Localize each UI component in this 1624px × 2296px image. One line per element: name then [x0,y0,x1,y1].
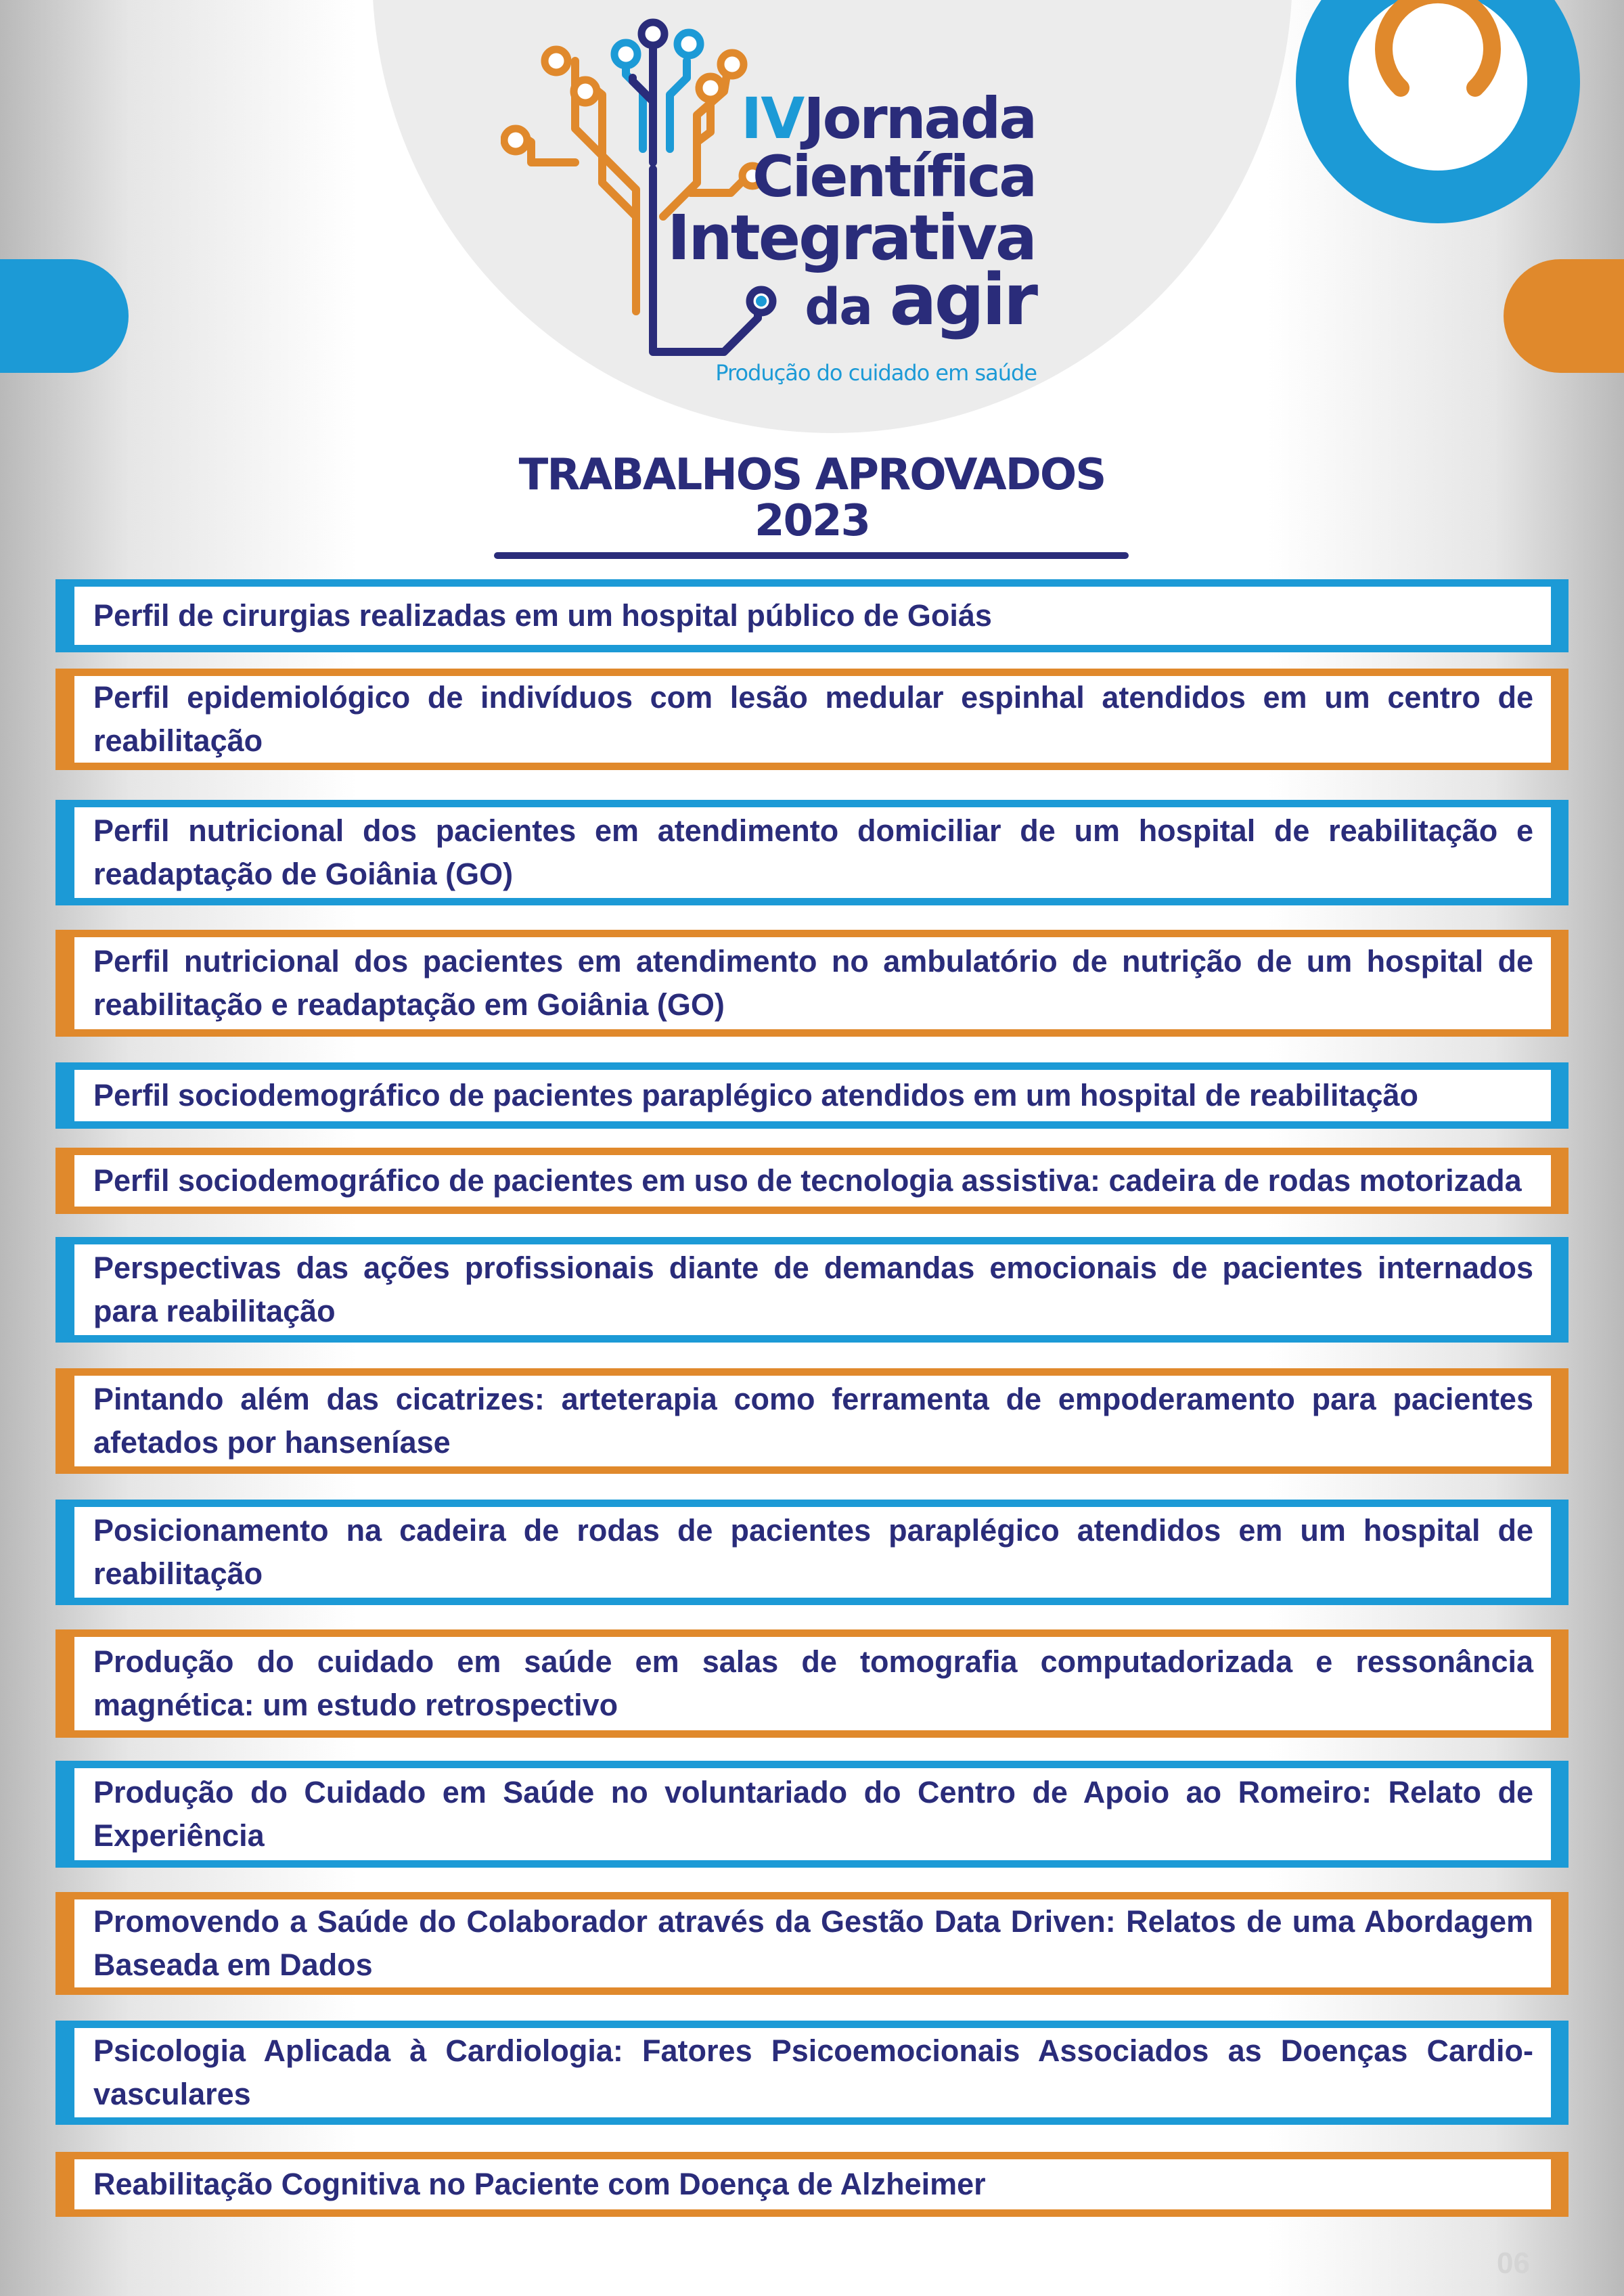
page-title-year: 2023 [754,496,870,546]
orange-side-tab [1504,259,1624,373]
page-number: 06 [1497,2247,1530,2280]
work-item [55,1629,1569,1738]
orange-arc-decoration [1360,0,1516,129]
work-title: Perfil sociodemográfico de pacientes paraplégico atendidos em um hospital de reabilitação [93,1078,1419,1112]
logo-roman-numeral: IV [741,85,804,152]
work-item [55,1892,1569,1995]
logo-line-cientifica: Científica [752,143,1035,210]
logo-line-jornada: Jornada [803,85,1035,152]
work-title: Perfil epidemiológico de indivíduos com lesão medular espinhal atendidos em um centro de reabilitação [93,680,1533,758]
logo-title [667,85,1035,341]
work-item [55,579,1569,652]
work-item [55,1368,1569,1474]
work-title: Produção do cuidado em saúde em salas de tomografia computadorizada e ressonância magnética: um estudo retrospectivo [93,1644,1533,1722]
work-title: Perfil sociodemográfico de pacientes em uso de tecnologia assistiva: cadeira de rodas motorizada [93,1163,1522,1198]
work-item [55,669,1569,770]
work-title: Pintando além das cicatrizes: arteterapia como ferramenta de empoderamento para pacientes afetados por hanseníase [93,1382,1533,1460]
work-title: Perfil nutricional dos pacientes em atendimento no ambulatório de nutrição de um hospital de reabilitação e readaptação em Goiânia (GO) [93,944,1533,1022]
work-item [55,1062,1569,1129]
work-item [55,1761,1569,1868]
work-title: Reabilitação Cognitiva no Paciente com Doença de Alzheimer [93,2167,986,2201]
page-title [0,452,1624,544]
work-item [55,1237,1569,1343]
work-item [55,1500,1569,1605]
work-title: Perfil nutricional dos pacientes em atendimento domiciliar de um hospital de reabilitação e readaptação de Goiânia (GO) [93,813,1533,891]
work-title: Psicologia Aplicada à Cardiologia: Fatores Psicoemocionais Associados as Doenças Cardio-vasculares [93,2033,1533,2111]
work-item [55,1148,1569,1214]
logo-line-da: da [805,278,872,336]
logo-line-integrativa: Integrativa [667,202,1035,274]
work-title: Promovendo a Saúde do Colaborador através da Gestão Data Driven: Relatos de uma Abordagem Baseada em Dados [93,1904,1533,1982]
blue-side-tab [0,259,129,373]
work-item [55,930,1569,1037]
work-title: Posicionamento na cadeira de rodas de pacientes paraplégico atendidos em um hospital de reabilitação [93,1513,1533,1591]
logo-brand-agir: agir [889,258,1035,341]
work-title: Perfil de cirurgias realizadas em um hospital público de Goiás [93,598,992,633]
work-item [55,2021,1569,2125]
page-title-line1: TRABALHOS APROVADOS [518,450,1106,500]
work-title: Perspectivas das ações profissionais diante de demandas emocionais de pacientes internados para reabilitação [93,1251,1533,1328]
work-item [55,2152,1569,2217]
work-item [55,800,1569,905]
work-title: Produção do Cuidado em Saúde no voluntariado do Centro de Apoio ao Romeiro: Relato de Experiência [93,1775,1533,1853]
logo-subtitle: Produção do cuidado em saúde [715,360,1037,386]
title-underline [494,552,1129,559]
event-logo [501,14,1069,392]
